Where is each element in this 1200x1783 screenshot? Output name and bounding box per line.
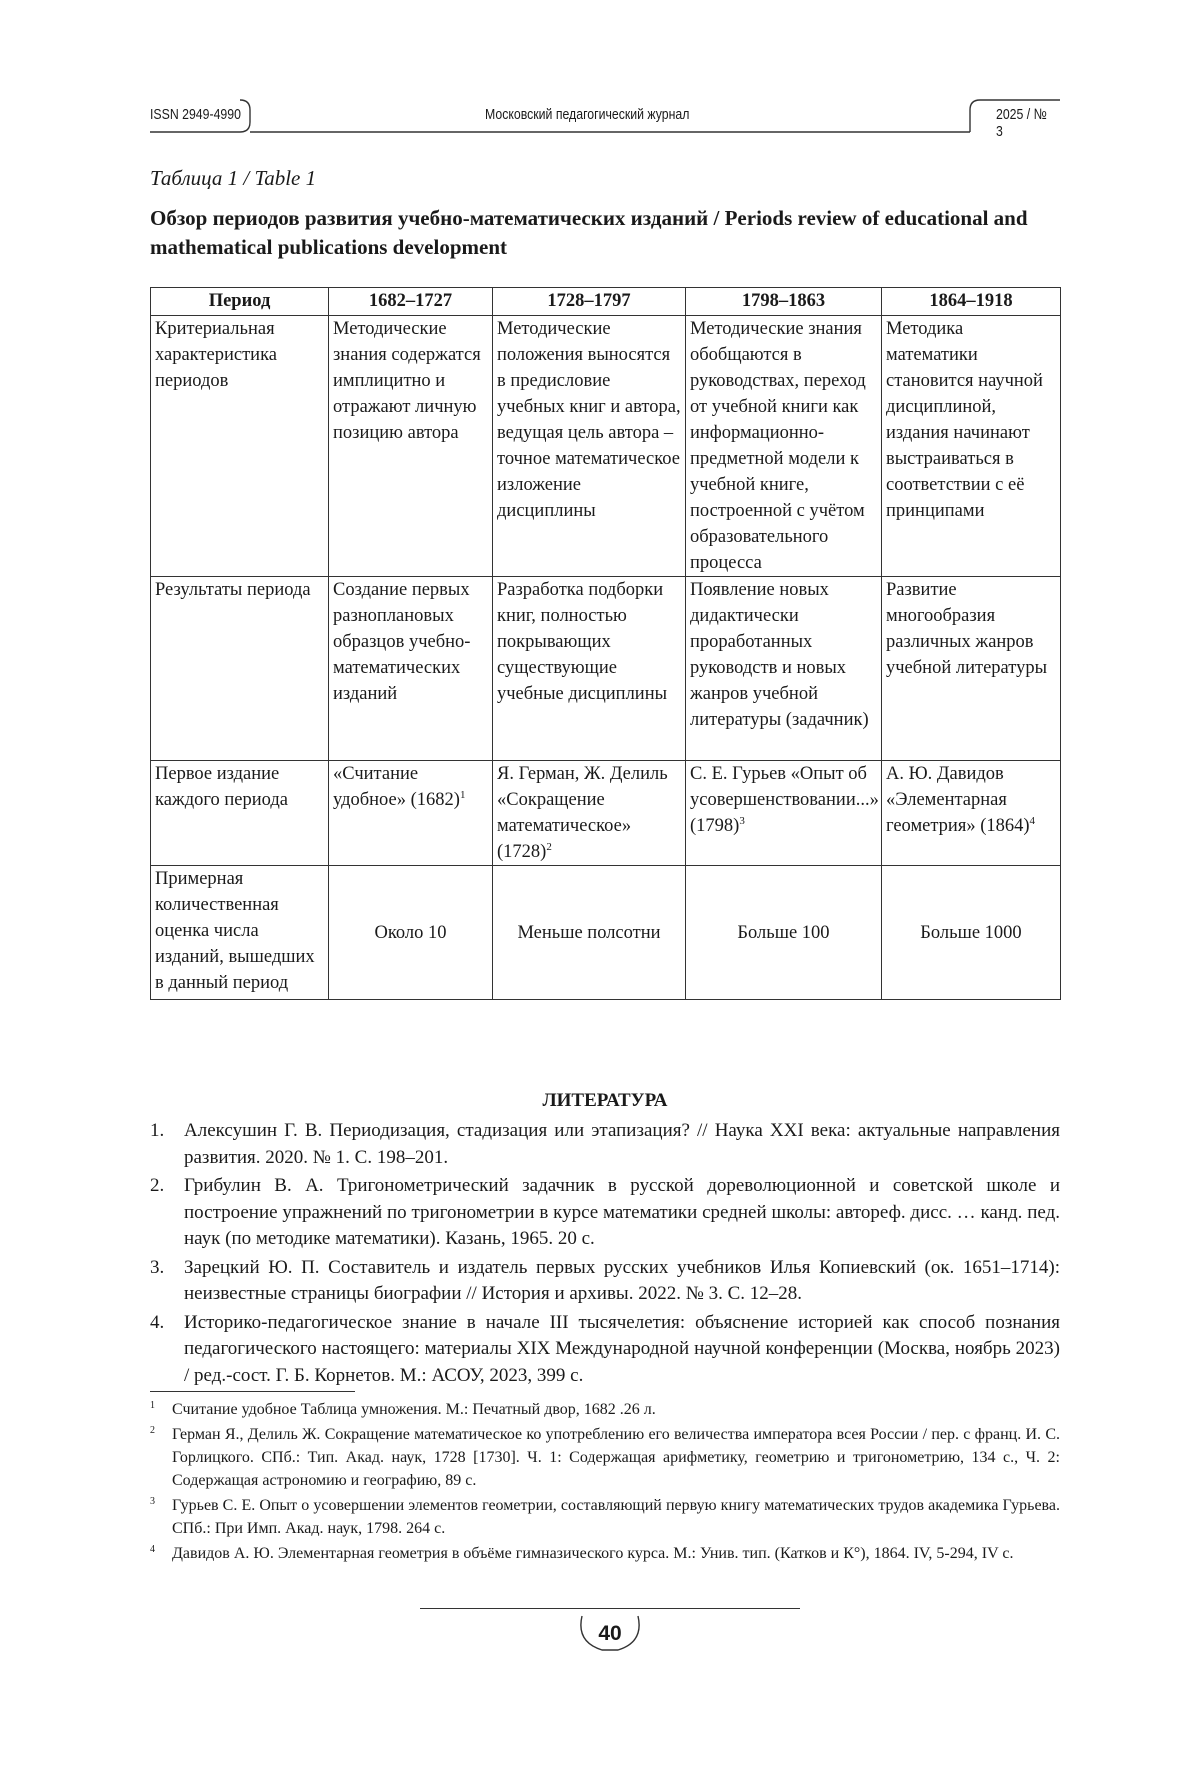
header-col-1: 1682–1727 <box>329 288 493 316</box>
table-cell: Создание первых разноплановых образцов учебно-математических изданий <box>329 577 493 761</box>
table-caption: Таблица 1 / Table 1 <box>150 166 317 190</box>
table-header-row <box>151 288 1061 316</box>
footnote-ref: 3 <box>739 814 745 827</box>
reference-text: Зарецкий Ю. П. Составитель и издатель первых русских учебников Илья Копиевский (ок. 1651–1714): неизвестные страницы биографии // История и архивы. 2022. № 3. С. 12–28. <box>184 1256 1060 1304</box>
table-cell <box>686 761 882 866</box>
reference-item <box>150 1255 1060 1308</box>
references-list <box>150 1118 1060 1391</box>
reference-text: Алексушин Г. В. Периодизация, стадизация или этапизация? // Наука XXI века: актуальные направления развития. 2020. № 1. С. 198–201. <box>184 1120 1060 1168</box>
footnote-number: 2 <box>150 1425 155 1436</box>
references-heading: ЛИТЕРАТУРА <box>542 1090 668 1111</box>
running-header <box>150 96 1060 140</box>
footnote-number: 1 <box>150 1400 155 1411</box>
row-label: Первое издание каждого периода <box>151 761 329 866</box>
footnotes-list <box>150 1398 1060 1567</box>
table-cell: Методические знания обобщаются в руководствах, переход от учебной книги как информационно-предметной модели к учебной книге, построенной с учётом образовательного процесса <box>686 316 882 577</box>
table-row <box>151 316 1061 577</box>
table-row <box>151 866 1061 1000</box>
footnote-ref: 1 <box>459 788 466 801</box>
table-cell: Методические знания содержатся имплицитно и отражают личную позицию автора <box>329 316 493 577</box>
table-cell: Методические положения выносятся в предисловие учебных книг и автора, ведущая цель автора – точное математическое изложение дисциплины <box>493 316 686 577</box>
table-cell: Разработка подборки книг, полностью покрывающих существующие учебные дисциплины <box>493 577 686 761</box>
reference-item <box>150 1173 1060 1253</box>
cell-text: Я. Герман, Ж. Делиль «Сокращение математическое» (1728) <box>497 764 668 862</box>
header-col-2: 1728–1797 <box>493 288 686 316</box>
header-period: Период <box>151 288 329 316</box>
footnote-number: 3 <box>150 1496 155 1507</box>
header-col-4: 1864–1918 <box>882 288 1061 316</box>
table-cell: Развитие многообразия различных жанров учебной литературы <box>882 577 1061 761</box>
table-cell: Появление новых дидактически проработанных руководств и новых жанров учебной литературы (задачник) <box>686 577 882 761</box>
reference-item <box>150 1118 1060 1171</box>
footnote-item <box>150 1494 1060 1540</box>
footnote-text: Считание удобное Таблица умножения. М.: Печатный двор, 1682 .26 л. <box>172 1401 656 1418</box>
footnote-number: 4 <box>150 1544 155 1555</box>
table-cell: Около 10 <box>329 866 493 1000</box>
reference-text: Грибулин В. А. Тригонометрический задачник в русской дореволюционной и советской школе и построение упражнений по тригонометрии в курсе математики средней школы: автореф. дисс. … канд. пед. наук (по методике математики). Казань, 1965. 20 с. <box>184 1175 1060 1249</box>
cell-text: А. Ю. Давидов «Элементарная геометрия» (1864) <box>886 764 1030 836</box>
periods-table <box>150 287 1061 1000</box>
table-cell <box>329 761 493 866</box>
footnote-text: Гурьев С. Е. Опыт о усовершении элементов геометрии, составляющий первую книгу математических трудов академика Гурьева. СПб.: При Имп. Акад. наук, 1798. 264 с. <box>172 1497 1060 1537</box>
journal-title: Московский педагогический журнал <box>485 106 690 123</box>
table-cell <box>882 761 1061 866</box>
table-cell: Больше 1000 <box>882 866 1061 1000</box>
reference-number: 2. <box>150 1175 165 1196</box>
row-label: Результаты периода <box>151 577 329 761</box>
reference-number: 3. <box>150 1256 165 1278</box>
footnote-item <box>150 1542 1060 1565</box>
table-cell: Методика математики становится научной дисциплиной, издания начинают выстраиваться в соответствии с её принципами <box>882 316 1061 577</box>
footnote-divider <box>150 1391 355 1392</box>
reference-text: Историко-педагогическое знание в начале III тысячелетия: объяснение историей как способ познания педагогического настоящего: материалы XIX Международной научной конференции (Москва, ноябрь 2023) / ред.-сост. Г. Б. Корнетов. М.: АСОУ, 2023, 399 с. <box>184 1311 1060 1386</box>
table-row <box>151 577 1061 761</box>
table-row <box>151 761 1061 866</box>
footnote-item <box>150 1423 1060 1492</box>
issue-number: 2025 / № 3 <box>996 106 1047 140</box>
footnote-item <box>150 1398 1060 1421</box>
reference-number: 1. <box>150 1120 165 1141</box>
table-title: Обзор периодов развития учебно-математических изданий / Periods review of educational and mathematical publications development <box>150 206 1028 259</box>
page-number: 40 <box>598 1622 622 1645</box>
row-label: Критериальная характеристика периодов <box>151 316 329 577</box>
footer-rule <box>420 1608 800 1609</box>
table-cell <box>493 761 686 866</box>
issn: ISSN 2949-4990 <box>150 106 241 123</box>
cell-text: С. Е. Гурьев «Опыт об усовершенствовании...» (1798) <box>690 764 879 836</box>
table-cell: Меньше полсотни <box>493 866 686 1000</box>
header-col-3: 1798–1863 <box>686 288 882 316</box>
footnote-ref: 2 <box>546 840 552 853</box>
footnote-text: Герман Я., Делиль Ж. Сокращение математическое ко употреблению его величества императора всея России / пер. с франц. И. С. Горлицкого. СПб.: Тип. Акад. наук, 1728 [1730]. Ч. 1: Содержащая арифметику, геометрию и тригонометрию, 134 с., Ч. 2: Содержащая астрономию и географию, 89 с. <box>172 1426 1060 1489</box>
reference-number: 4. <box>150 1311 165 1333</box>
cell-text: «Считание удобное» (1682) <box>333 764 460 810</box>
row-label: Примерная количественная оценка числа изданий, вышедших в данный период <box>151 866 329 1000</box>
reference-item <box>150 1310 1060 1390</box>
table-cell: Больше 100 <box>686 866 882 1000</box>
footnote-text: Давидов А. Ю. Элементарная геометрия в объёме гимназического курса. М.: Унив. тип. (Катков и К°), 1864. IV, 5-294, IV с. <box>172 1545 1014 1562</box>
footnote-ref: 4 <box>1029 814 1036 827</box>
